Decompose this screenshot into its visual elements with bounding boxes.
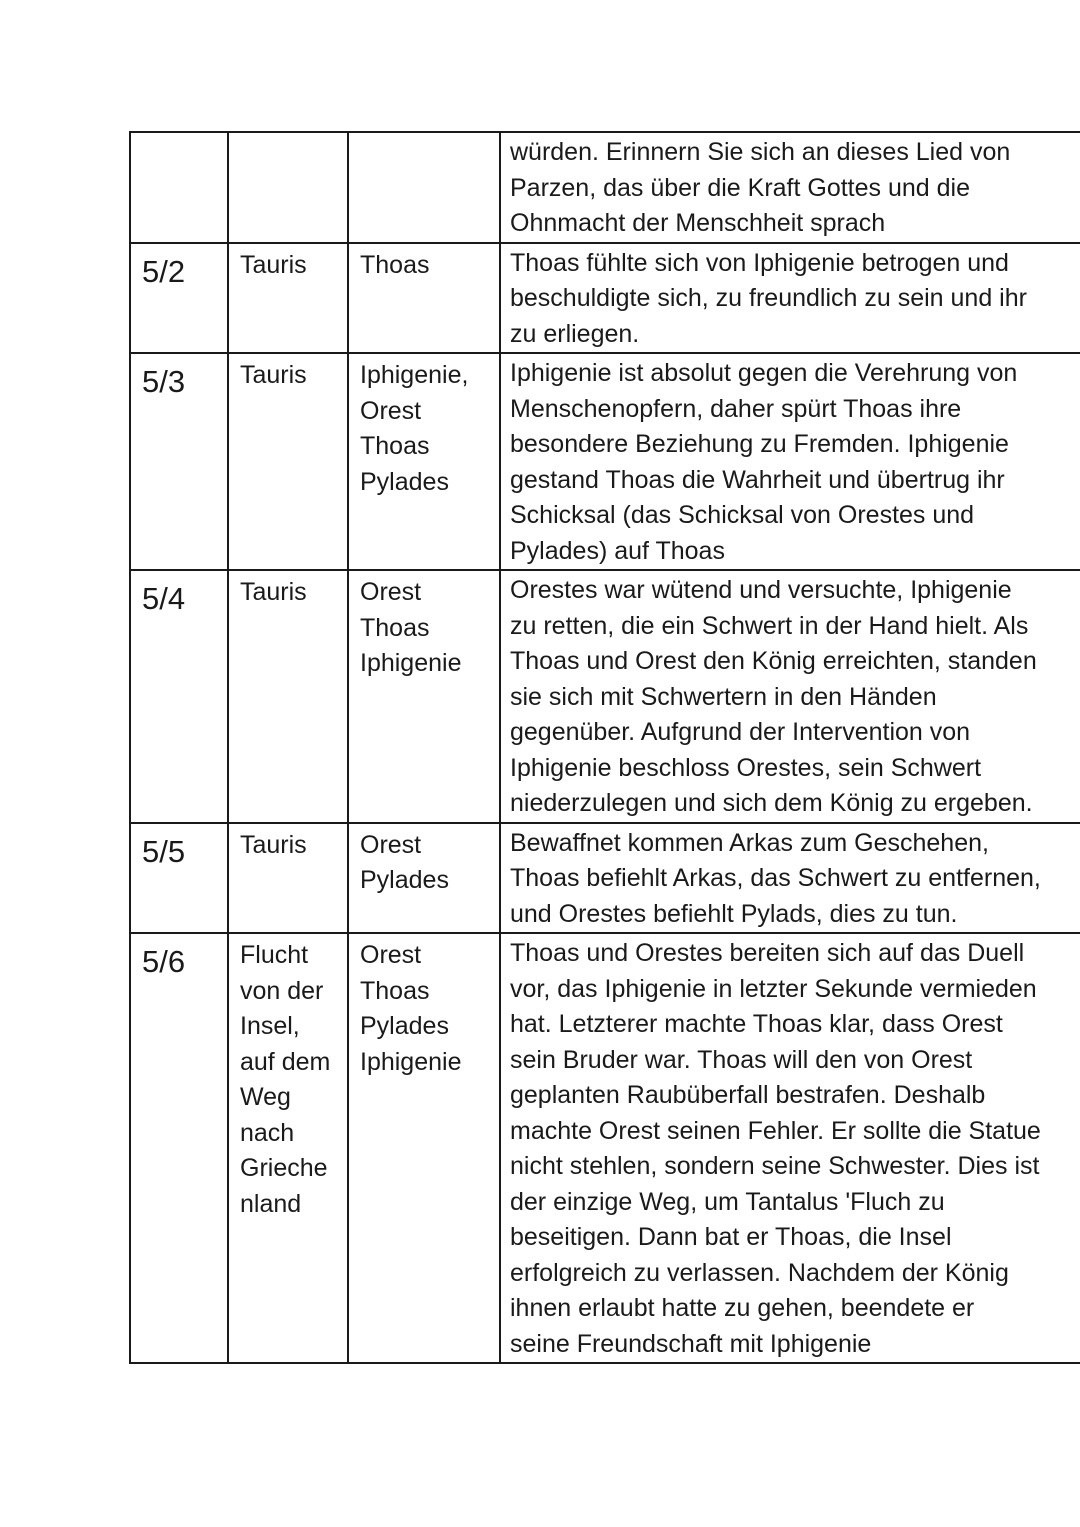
summary-text [501,354,1080,569]
table-row [130,823,1080,934]
summary-line: niederzulegen und sich dem König zu ergeben. [510,789,1033,817]
summary-line: Thoas und Orestes bereiten sich auf das Duell [510,939,1025,967]
summary-line: seine Freundschaft mit Iphigenie [510,1329,872,1358]
place-cell [228,823,348,934]
place-text [229,244,347,284]
characters-list [349,244,499,284]
summary-text [501,244,1080,353]
summary-line: Ohnmacht der Menschheit sprach [510,209,886,237]
summary-line: der einzige Weg, um Tantalus 'Fluch zu [510,1187,945,1216]
place-text [229,934,347,1222]
place-line: Weg [240,1083,291,1111]
characters-list [349,133,499,137]
summary-cell [500,243,1080,354]
summary-line: und Orestes befiehlt Pylads, dies zu tun. [510,899,958,928]
summary-line: erfolgreich zu verlassen. Nachdem der König [510,1258,1009,1287]
summary-cell [500,933,1080,1363]
place-text [229,571,347,611]
place-line: Tauris [240,578,307,606]
character-name: Orest [360,396,422,425]
place-line: Grieche [240,1154,328,1182]
place-line: Tauris [240,830,307,859]
scene-number [131,133,227,143]
character-name: Orest [360,830,422,859]
place-line: auf dem [240,1047,331,1076]
table-row [130,570,1080,823]
character-name: Iphigenie [360,649,462,677]
summary-line: zu retten, die ein Schwert in der Hand hielt. Als [510,611,1029,640]
place-line: Insel, [240,1012,300,1040]
summary-line: nicht stehlen, sondern seine Schwester. Dies ist [510,1152,1040,1180]
character-name: Orest [360,578,422,606]
summary-line: beseitigen. Dann bat er Thoas, die Insel [510,1223,952,1251]
place-line: Flucht [240,941,309,969]
summary-line: machte Orest seinen Fehler. Er sollte die Statue [510,1116,1041,1145]
summary-cell [500,570,1080,823]
place-cell [228,243,348,354]
scene-table [129,131,1080,1364]
summary-line: Thoas und Orest den König erreichten, standen [510,647,1037,675]
summary-line: Thoas befiehlt Arkas, das Schwert zu entfernen, [510,864,1041,892]
summary-line: geplanten Raubüberfall bestrafen. Deshalb [510,1081,986,1109]
scene-number: 5/3 [142,364,186,399]
summary-text [501,934,1080,1362]
scene-number: 5/5 [142,833,186,869]
scene-cell [130,243,228,354]
summary-cell [500,132,1080,243]
characters-cell [348,933,500,1363]
summary-text [501,824,1080,933]
scene-number: 5/4 [142,581,186,616]
summary-line: Parzen, das über die Kraft Gottes und die [510,173,970,202]
scene-cell [130,353,228,570]
table-row [130,132,1080,243]
characters-list [349,354,499,500]
place-line: Tauris [240,250,307,279]
summary-line: sein Bruder war. Thoas will den von Orest [510,1045,973,1074]
summary-line: Schicksal (das Schicksal von Orestes und [510,501,975,529]
summary-line: vor, das Iphigenie in letzter Sekunde vermieden [510,974,1037,1003]
table-row [130,353,1080,570]
summary-line: Thoas fühlte sich von Iphigenie betrogen und [510,248,1009,277]
place-text [229,354,347,394]
character-name: Thoas [360,432,430,460]
summary-line: Iphigenie beschloss Orestes, sein Schwert [510,753,982,782]
characters-list [349,934,499,1080]
place-line: nach [240,1118,295,1147]
summary-line: sie sich mit Schwertern in den Händen [510,682,937,711]
summary-line: gestand Thoas die Wahrheit und übertrug ihr [510,465,1005,494]
place-line: Tauris [240,361,307,389]
character-name: Pylades [360,866,449,894]
summary-line: Menschenopfern, daher spürt Thoas ihre [510,394,962,423]
character-name: Orest [360,941,422,969]
place-line: von der [240,976,324,1005]
summary-line: gegenüber. Aufgrund der Intervention von [510,718,971,746]
scene-number: 5/2 [142,253,186,289]
table-row [130,243,1080,354]
scene-cell [130,823,228,934]
characters-list [349,824,499,899]
place-text [229,824,347,864]
summary-text [501,133,1080,242]
scene-cell [130,132,228,243]
summary-line: beschuldigte sich, zu freundlich zu sein und ihr [510,284,1027,312]
characters-cell [348,132,500,243]
character-name: Iphigenie, [360,361,469,389]
place-cell [228,132,348,243]
character-name: Iphigenie [360,1047,462,1076]
characters-list [349,571,499,682]
place-line: nland [240,1189,302,1218]
scene-cell [130,933,228,1363]
summary-line: Pylades) auf Thoas [510,536,725,565]
place-cell [228,353,348,570]
character-name: Thoas [360,976,430,1005]
characters-cell [348,823,500,934]
characters-cell [348,353,500,570]
summary-text [501,571,1080,822]
summary-line: Bewaffnet kommen Arkas zum Geschehen, [510,828,989,857]
place-text [229,133,347,137]
characters-cell [348,570,500,823]
place-cell [228,570,348,823]
character-name: Pylades [360,467,449,496]
summary-line: zu erliegen. [510,319,640,348]
scene-number: 5/6 [142,944,186,979]
summary-line: Iphigenie ist absolut gegen die Verehrung von [510,359,1018,387]
summary-cell [500,353,1080,570]
character-name: Thoas [360,613,430,642]
summary-line: besondere Beziehung zu Fremden. Iphigenie [510,430,1009,458]
character-name: Thoas [360,250,430,279]
summary-line: ihnen erlaubt hatte zu gehen, beendete er [510,1294,975,1322]
character-name: Pylades [360,1012,449,1040]
summary-line: hat. Letzterer machte Thoas klar, dass Orest [510,1010,1003,1038]
summary-line: Orestes war wütend und versuchte, Iphigenie [510,576,1012,604]
summary-line: würden. Erinnern Sie sich an dieses Lied von [510,138,1011,166]
summary-cell [500,823,1080,934]
place-cell [228,933,348,1363]
scene-cell [130,570,228,823]
table-body [130,132,1080,1363]
characters-cell [348,243,500,354]
table-row [130,933,1080,1363]
